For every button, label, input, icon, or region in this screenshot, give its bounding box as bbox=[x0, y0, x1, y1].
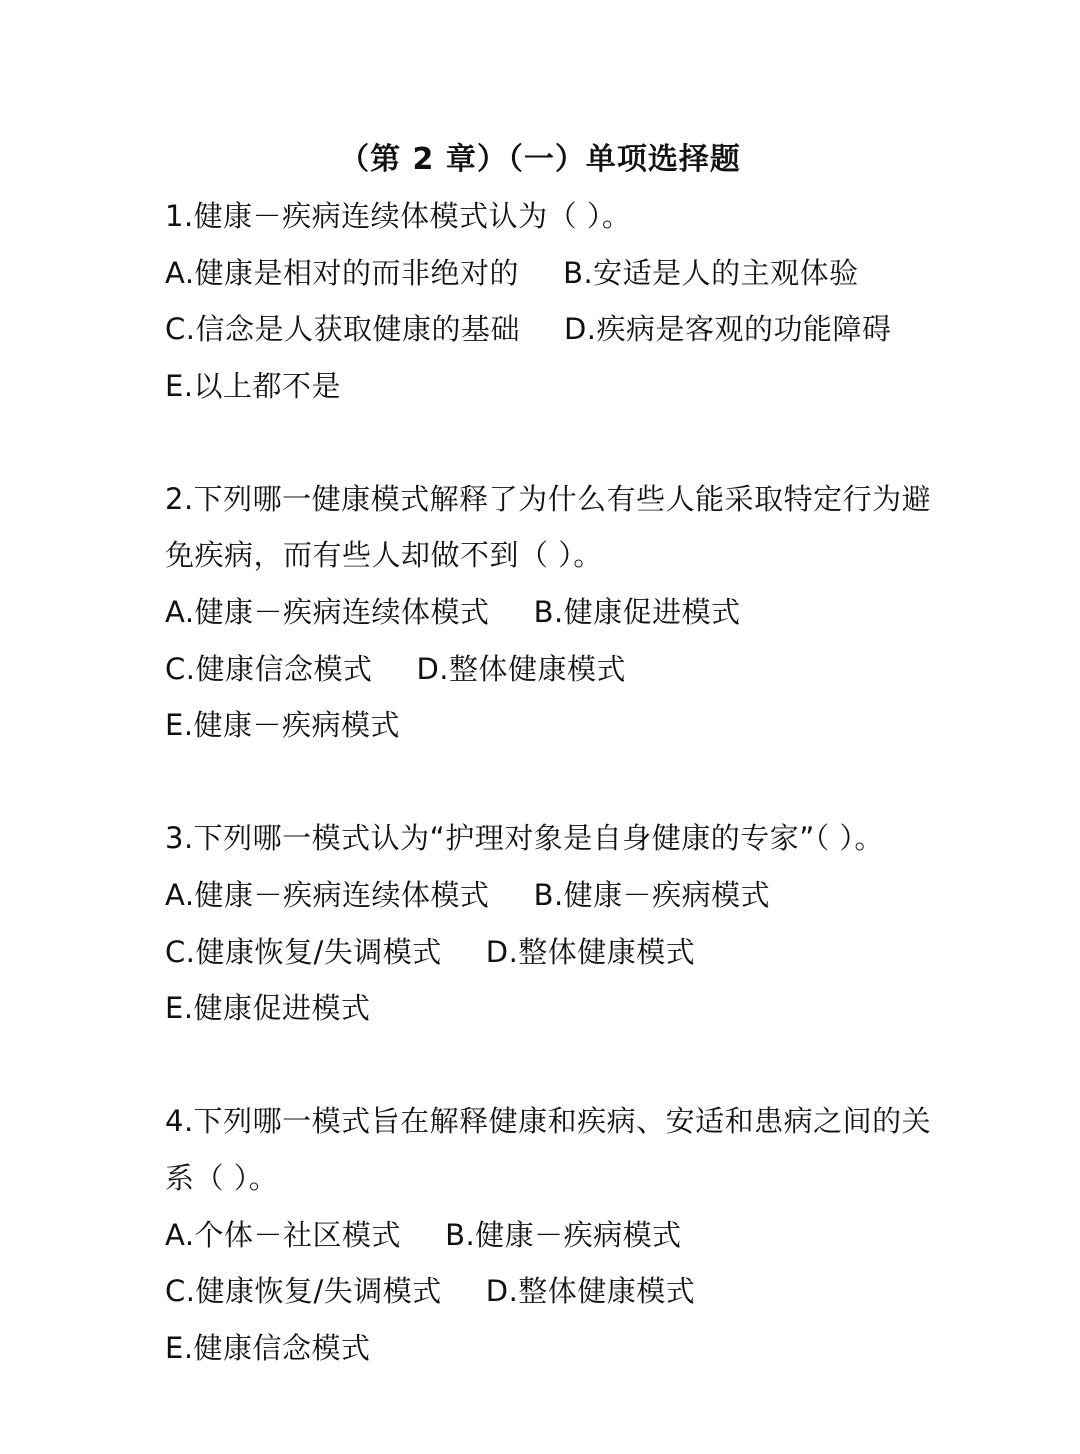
question-1-option-c: C.信念是人获取健康的基础 bbox=[165, 312, 520, 346]
question-3-options-row-1 bbox=[165, 871, 770, 919]
question-2-option-a: A.健康－疾病连续体模式 bbox=[165, 595, 490, 629]
question-2-stem-line-2: 免疾病，而有些人却做不到（ ）。 bbox=[165, 538, 603, 572]
question-4-option-b: B.健康－疾病模式 bbox=[445, 1218, 682, 1252]
question-2-stem-line-1: 2.下列哪一健康模式解释了为什么有些人能采取特定行为避 bbox=[165, 482, 932, 516]
question-4-options-row-1 bbox=[165, 1211, 682, 1259]
question-1-option-a: A.健康是相对的而非绝对的 bbox=[165, 256, 520, 290]
question-4-option-e: E.健康信念模式 bbox=[165, 1331, 371, 1365]
question-2-options-row-1 bbox=[165, 588, 741, 636]
question-1-option-e: E.以上都不是 bbox=[165, 369, 342, 403]
question-1-options-row-1 bbox=[165, 249, 859, 297]
question-2-options-row-2 bbox=[165, 645, 626, 693]
question-2-option-d: D.整体健康模式 bbox=[416, 652, 627, 686]
question-2-option-e: E.健康－疾病模式 bbox=[165, 708, 401, 742]
question-1-option-b: B.安适是人的主观体验 bbox=[563, 256, 859, 290]
question-3-options-row-2 bbox=[165, 928, 695, 976]
question-3-stem: 3.下列哪一模式认为“护理对象是自身健康的专家”（ ）。 bbox=[165, 821, 884, 855]
question-4-stem-line-1: 4.下列哪一模式旨在解释健康和疾病、安适和患病之间的关 bbox=[165, 1104, 932, 1138]
question-4-options-row-2 bbox=[165, 1267, 695, 1315]
question-3-option-c: C.健康恢复/失调模式 bbox=[165, 935, 442, 969]
question-1-stem: 1.健康－疾病连续体模式认为（ ）。 bbox=[165, 199, 632, 233]
question-3-option-b: B.健康－疾病模式 bbox=[533, 878, 771, 912]
question-3-option-e: E.健康促进模式 bbox=[165, 991, 371, 1025]
question-1-option-d: D.疾病是客观的功能障碍 bbox=[563, 312, 892, 346]
question-4-option-c: C.健康恢复/失调模式 bbox=[165, 1274, 442, 1308]
question-2-option-c: C.健康信念模式 bbox=[165, 652, 373, 686]
question-4-stem-line-2: 系（ ）。 bbox=[165, 1161, 279, 1195]
question-3-option-d: D.整体健康模式 bbox=[485, 935, 696, 969]
page-title: （第 2 章）（一）单项选择题 bbox=[339, 142, 741, 177]
question-1-options-row-2 bbox=[165, 305, 892, 353]
question-3-option-a: A.健康－疾病连续体模式 bbox=[165, 878, 490, 912]
question-4-option-a: A.个体－社区模式 bbox=[165, 1218, 402, 1252]
question-2-option-b: B.健康促进模式 bbox=[533, 595, 741, 629]
question-4-option-d: D.整体健康模式 bbox=[485, 1274, 696, 1308]
